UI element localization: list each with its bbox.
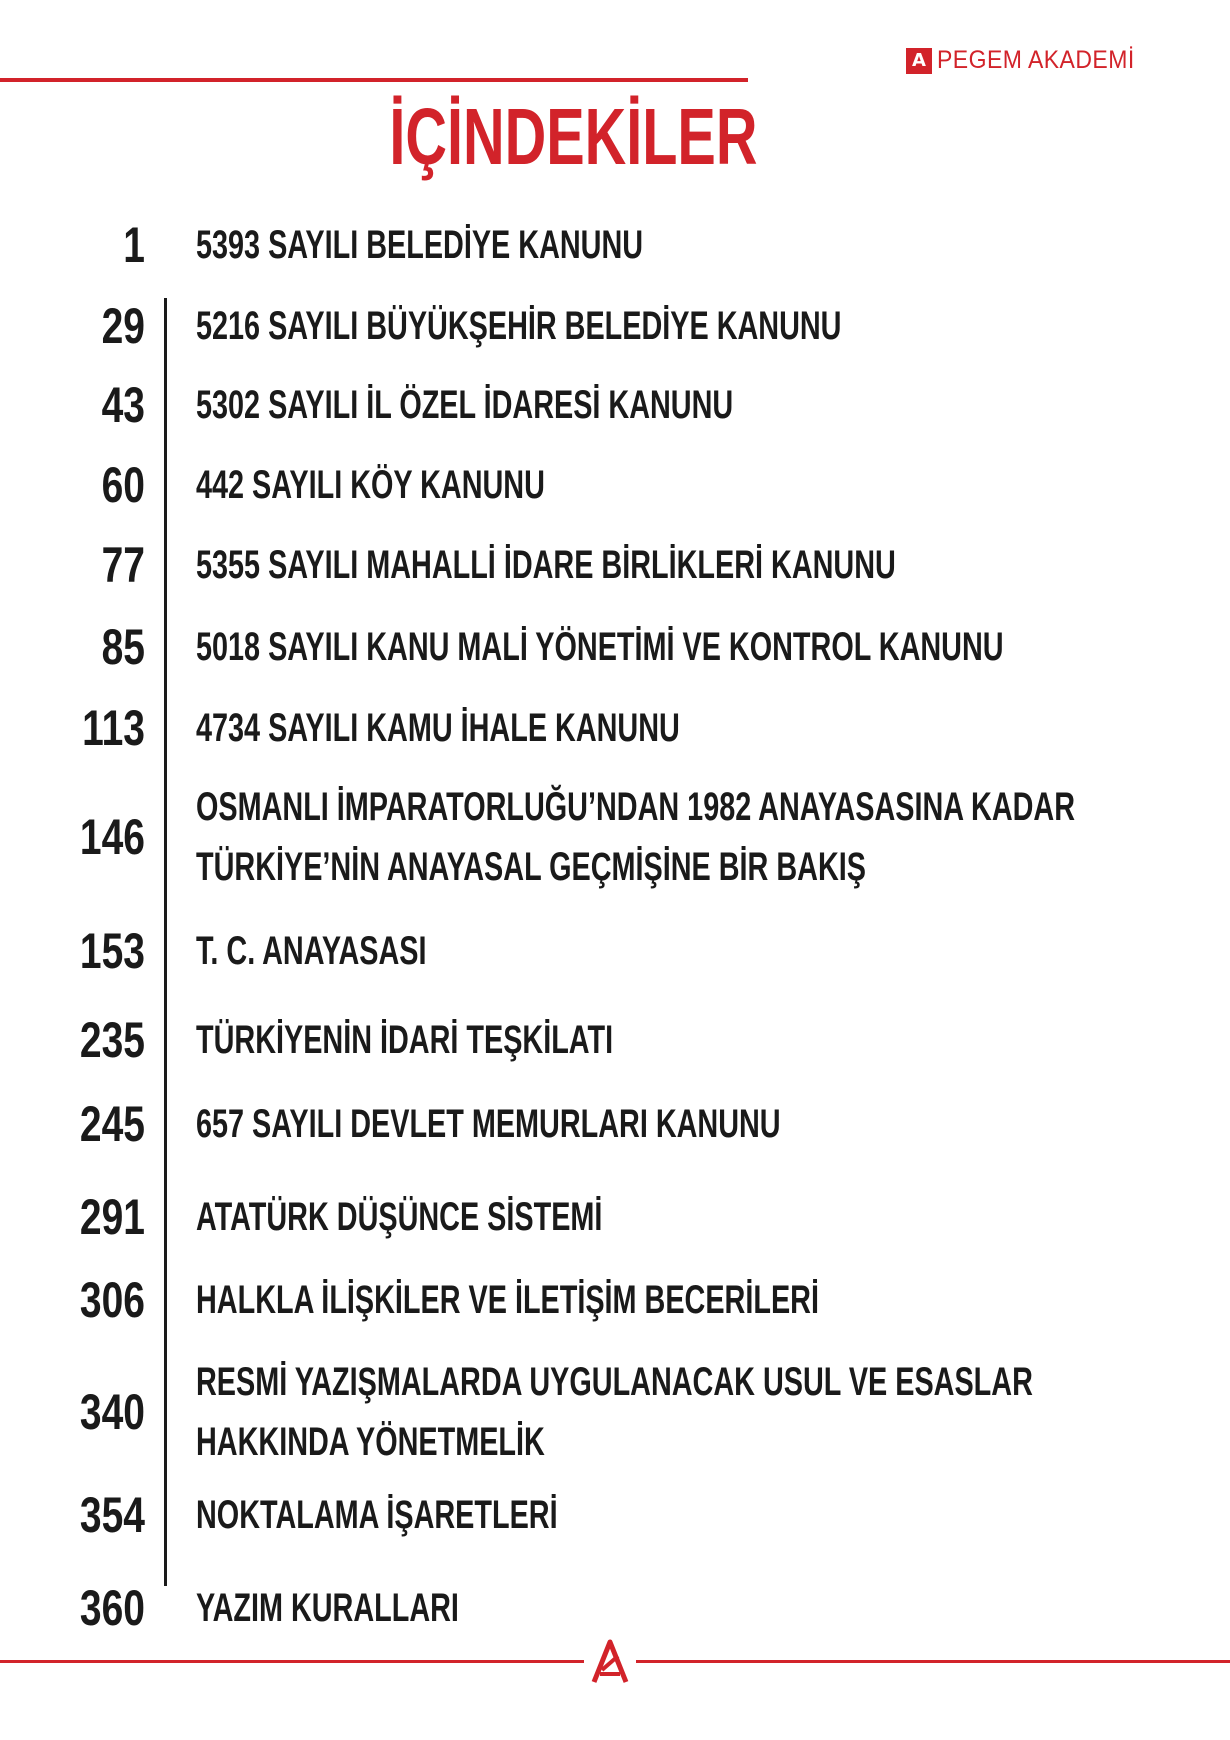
pegem-a-logo-icon (584, 1636, 636, 1688)
page-title: İÇİNDEKİLER (389, 92, 758, 181)
toc-page-number: 43 (101, 377, 145, 433)
toc-entry-title-line2: TÜRKİYE’NİN ANAYASAL GEÇMİŞİNE BİR BAKIŞ (196, 845, 866, 889)
toc-entry-title (196, 777, 1076, 897)
toc-page-number: 354 (79, 1487, 145, 1543)
toc-page-number: 245 (79, 1096, 145, 1152)
toc-entry-title: HALKLA İLİŞKİLER VE İLETİŞİM BECERİLERİ (196, 1278, 819, 1322)
toc-page-number: 340 (79, 1384, 145, 1440)
toc-page-number: 1 (123, 217, 145, 273)
toc-entry-title: NOKTALAMA İŞARETLERİ (196, 1493, 558, 1537)
top-red-divider (0, 78, 748, 82)
toc-entry-title: 5018 SAYILI KANU MALİ YÖNETİMİ VE KONTROL KANUNU (196, 625, 1004, 669)
toc-entry-title: 442 SAYILI KÖY KANUNU (196, 463, 545, 507)
toc-page-number: 146 (79, 809, 145, 865)
publisher-brand (906, 46, 1152, 75)
toc-page-number: 306 (79, 1272, 145, 1328)
toc-page-number: 153 (79, 923, 145, 979)
toc-entry-title: TÜRKİYENİN İDARİ TEŞKİLATI (196, 1018, 614, 1062)
toc-page-number: 235 (79, 1012, 145, 1068)
toc-entry-title-line2: HAKKINDA YÖNETMELİK (196, 1420, 545, 1464)
toc-entry-title-line1: OSMANLI İMPARATORLUĞU’NDAN 1982 ANAYASASINA KADAR (196, 785, 1076, 829)
toc-entry-title: 4734 SAYILI KAMU İHALE KANUNU (196, 706, 680, 750)
publisher-logo-icon: A (906, 48, 932, 74)
publisher-name: PEGEM AKADEMİ (937, 46, 1135, 74)
toc-entry-title: 5355 SAYILI MAHALLİ İDARE BİRLİKLERİ KANUNU (196, 543, 896, 587)
toc-page-number: 291 (79, 1189, 145, 1245)
toc-entry-title: 657 SAYILI DEVLET MEMURLARI KANUNU (196, 1102, 781, 1146)
toc-page-number: 85 (101, 619, 145, 675)
toc-entry-title: 5393 SAYILI BELEDİYE KANUNU (196, 223, 644, 267)
toc-entry-title-line1: RESMİ YAZIŞMALARDA UYGULANACAK USUL VE ESASLAR (196, 1360, 1033, 1404)
toc-entry-title (196, 1352, 1033, 1472)
toc-entry-title: T. C. ANAYASASI (196, 929, 427, 973)
toc-entry-title: ATATÜRK DÜŞÜNCE SİSTEMİ (196, 1195, 603, 1239)
toc-page-number: 60 (101, 457, 145, 513)
toc-entry-title: YAZIM KURALLARI (196, 1586, 459, 1630)
toc-page-number: 360 (79, 1580, 145, 1636)
toc-page-number: 113 (82, 700, 145, 756)
toc-page-number: 29 (101, 298, 145, 354)
toc-entry-title: 5302 SAYILI İL ÖZEL İDARESİ KANUNU (196, 383, 734, 427)
toc-entry-title: 5216 SAYILI BÜYÜKŞEHİR BELEDİYE KANUNU (196, 304, 842, 348)
toc-page-number: 77 (101, 537, 145, 593)
toc-vertical-divider (164, 298, 167, 1586)
